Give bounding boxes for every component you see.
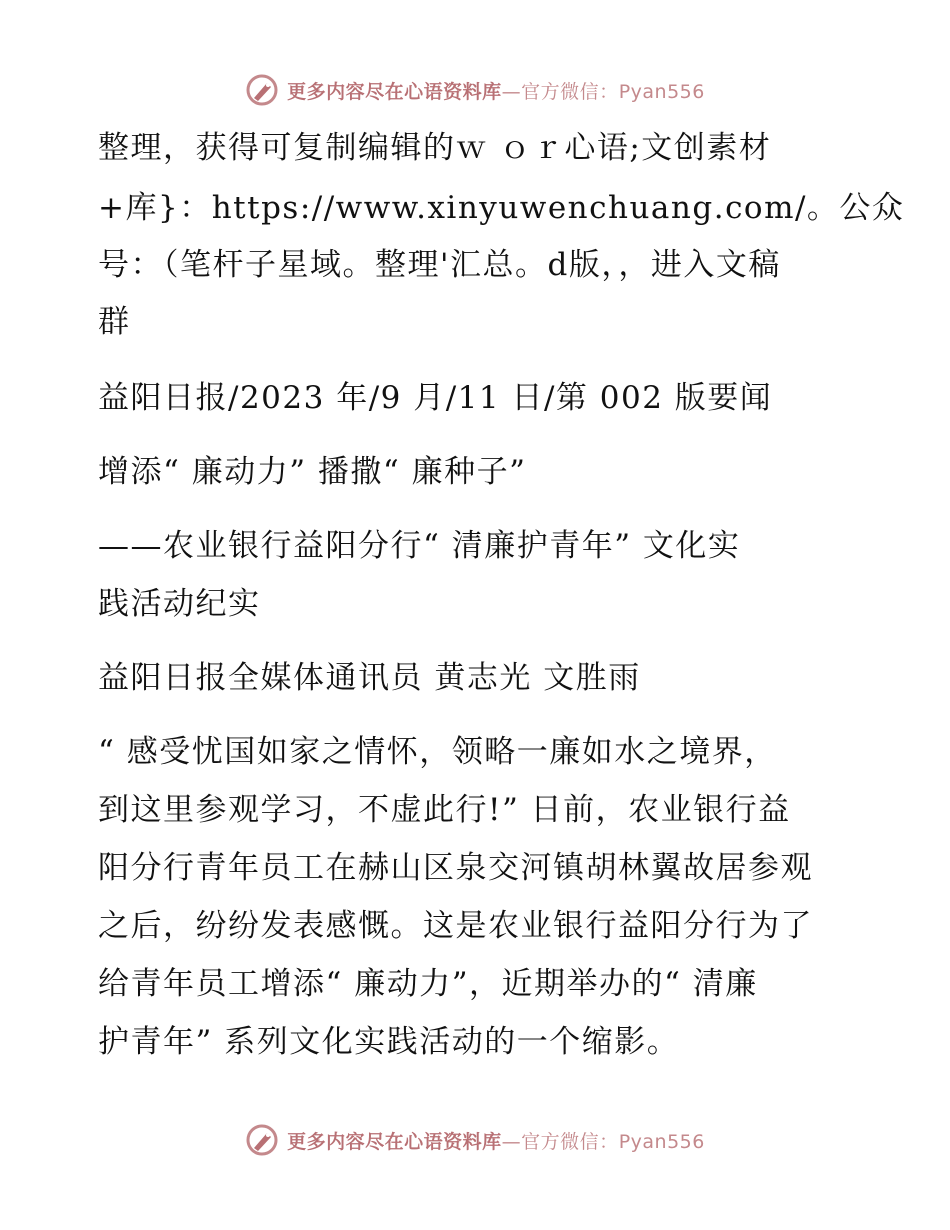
banner-main-text: 更多内容尽在心语资料库	[287, 80, 502, 103]
footer-watermark-banner	[0, 1120, 950, 1160]
banner-wechat-id: Pyan556	[618, 80, 705, 103]
text-line: 号：（笔杆子星域。整理'汇总。d版，，进入文稿	[98, 247, 781, 283]
text-line: 整理，获得可复制编辑的ｗ ｏｒ心语;文创素材	[98, 130, 772, 166]
banner-dash: —	[501, 1130, 522, 1153]
article-subheadline-cont: 践活动纪实	[98, 586, 261, 622]
banner-wechat-id: Pyan556	[618, 1130, 705, 1153]
banner-dash: —	[501, 80, 522, 103]
paragraph-line: 护青年” 系列文化实践活动的一个缩影。	[98, 1024, 680, 1060]
paragraph-line: “ 感受忧国如家之情怀，领略一廉如水之境界，	[98, 734, 777, 770]
text-line: 群	[98, 304, 131, 340]
header-watermark-banner	[0, 70, 950, 110]
article-subheadline: ——农业银行益阳分行“ 清廉护青年” 文化实	[98, 528, 741, 564]
paragraph-line: 阳分行青年员工在赫山区泉交河镇胡林翼故居参观	[98, 850, 813, 886]
banner-text	[287, 1127, 705, 1154]
paragraph-line: 给青年员工增添“ 廉动力”，近期举办的“ 清廉	[98, 966, 758, 1002]
pen-nib-logo-icon	[245, 1123, 279, 1157]
publication-info: 益阳日报/2023 年/9 月/11 日/第 002 版要闻	[98, 380, 773, 416]
paragraph-line: 到这里参观学习，不虚此行!” 日前，农业银行益	[98, 792, 791, 828]
banner-official-label: 官方微信：	[521, 80, 619, 103]
article-headline: 增添“ 廉动力” 播撒“ 廉种子”	[98, 454, 527, 490]
text-line: +库}：https://www.xinyuwenchuang.com/。公众	[98, 190, 905, 226]
banner-official-label: 官方微信：	[521, 1130, 619, 1153]
paragraph-line: 之后，纷纷发表感慨。这是农业银行益阳分行为了	[98, 908, 813, 944]
article-byline: 益阳日报全媒体通讯员 黄志光 文胜雨	[98, 660, 641, 696]
pen-nib-logo-icon	[245, 73, 279, 107]
banner-main-text: 更多内容尽在心语资料库	[287, 1130, 502, 1153]
banner-text	[287, 77, 705, 104]
